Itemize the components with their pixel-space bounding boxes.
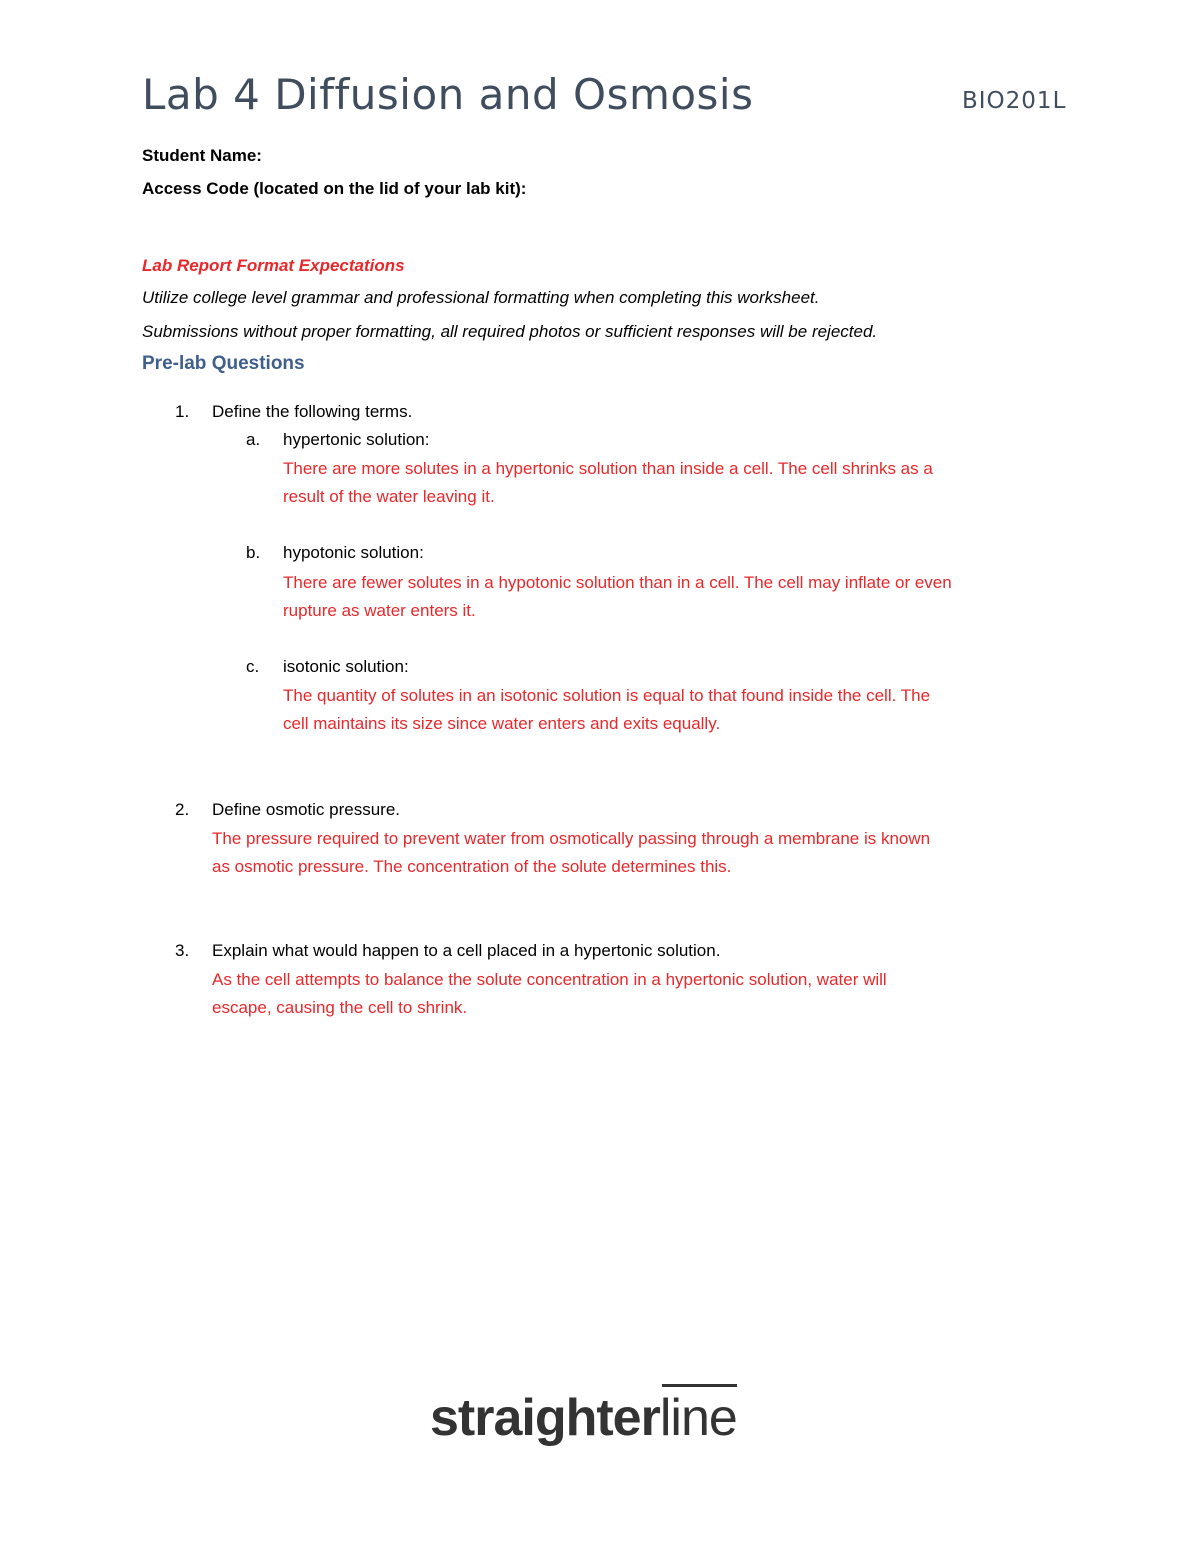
term-b-answer-line-1: There are fewer solutes in a hypotonic solution than in a cell. The cell may inflate or even xyxy=(283,573,952,592)
term-a-letter: a. xyxy=(246,430,261,449)
term-a-label: hypertonic solution: xyxy=(283,430,430,449)
logo-text-line-label: line xyxy=(659,1389,737,1447)
question-2-answer-line-1: The pressure required to prevent water from osmotically passing through a membrane is known xyxy=(212,829,931,848)
format-line-1: Utilize college level grammar and professional formatting when completing this worksheet. xyxy=(142,288,820,307)
question-1-number: 1. xyxy=(175,402,190,421)
term-b-letter: b. xyxy=(246,543,261,562)
question-2-answer-line-2: as osmotic pressure. The concentration of the solute determines this. xyxy=(212,857,732,876)
straighterline-logo xyxy=(430,1388,760,1458)
term-a-answer-line-2: result of the water leaving it. xyxy=(283,487,495,506)
question-2-text: Define osmotic pressure. xyxy=(212,800,401,819)
document-title: Lab 4 Diffusion and Osmosis xyxy=(142,70,754,119)
format-line-2: Submissions without proper formatting, all required photos or sufficient responses will be rejected. xyxy=(142,322,878,341)
question-2-number: 2. xyxy=(175,800,190,819)
course-code: BIO201L xyxy=(962,88,1067,114)
term-c-letter: c. xyxy=(246,657,260,676)
question-3-number: 3. xyxy=(175,941,190,960)
term-a-answer-line-1: There are more solutes in a hypertonic solution than inside a cell. The cell shrinks as a xyxy=(283,459,933,478)
prelab-heading: Pre-lab Questions xyxy=(142,353,305,374)
question-3-text: Explain what would happen to a cell placed in a hypertonic solution. xyxy=(212,941,721,960)
student-name-label: Student Name: xyxy=(142,146,262,165)
access-code-label: Access Code (located on the lid of your lab kit): xyxy=(142,179,527,198)
question-3-answer-line-2: escape, causing the cell to shrink. xyxy=(212,998,468,1017)
format-expectations-heading: Lab Report Format Expectations xyxy=(142,256,405,275)
question-1-text: Define the following terms. xyxy=(212,402,413,421)
question-3-answer-line-1: As the cell attempts to balance the solute concentration in a hypertonic solution, water will xyxy=(212,970,887,989)
logo-text-line xyxy=(660,1388,737,1448)
term-c-answer-line-1: The quantity of solutes in an isotonic solution is equal to that found inside the cell. The xyxy=(283,686,931,705)
term-c-answer-line-2: cell maintains its size since water enters and exits equally. xyxy=(283,714,721,733)
term-b-answer-line-2: rupture as water enters it. xyxy=(283,601,476,620)
term-b-label: hypotonic solution: xyxy=(283,543,424,562)
term-c-label: isotonic solution: xyxy=(283,657,409,676)
logo-bar xyxy=(662,1384,737,1387)
logo-text-straighter: straighter xyxy=(430,1389,660,1447)
